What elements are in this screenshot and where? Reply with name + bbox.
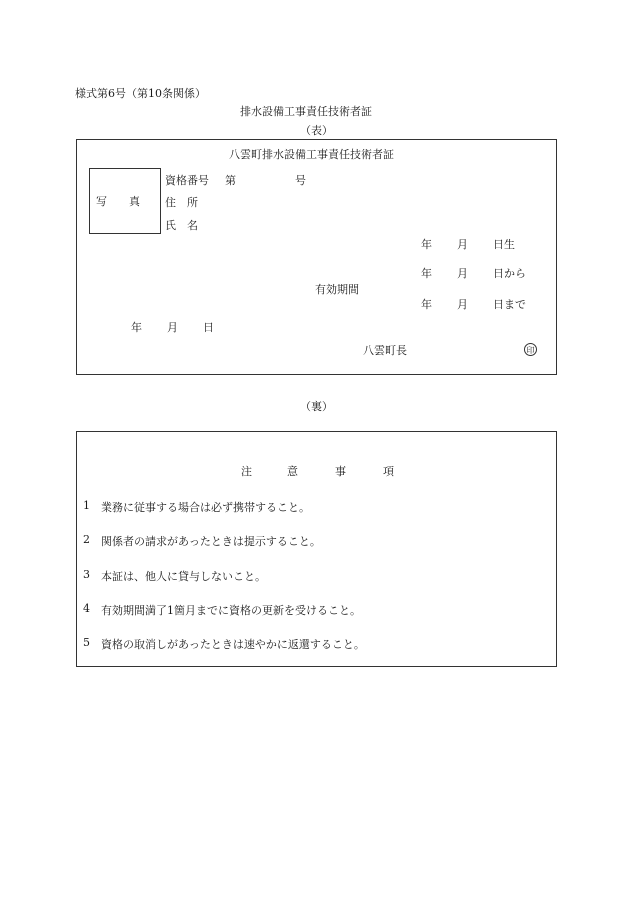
note-text: 資格の取消しがあったときは速やかに返還すること。 bbox=[101, 638, 365, 651]
note-number: 2 bbox=[83, 533, 90, 546]
document-title: 排水設備工事責任技術者証 bbox=[240, 105, 372, 118]
back-label: （裏） bbox=[300, 400, 333, 413]
issuer-name: 八雲町長 bbox=[363, 344, 407, 357]
birth-month: 月 bbox=[457, 238, 468, 251]
note-number: 1 bbox=[83, 499, 90, 512]
note-text: 本証は、他人に貸与しないこと。 bbox=[101, 570, 266, 583]
note-text: 有効期間満了1箇月までに資格の更新を受けること。 bbox=[101, 604, 361, 617]
note-text: 業務に従事する場合は必ず携帯すること。 bbox=[101, 501, 310, 514]
note-number: 4 bbox=[83, 602, 90, 615]
valid-to-month: 月 bbox=[457, 298, 468, 311]
number-suffix: 号 bbox=[295, 174, 306, 187]
address-label: 住 所 bbox=[165, 196, 198, 209]
validity-period-label: 有効期間 bbox=[315, 283, 359, 296]
issue-day: 日 bbox=[203, 321, 214, 334]
photo-box bbox=[89, 168, 161, 234]
photo-label: 写 真 bbox=[96, 195, 140, 208]
form-number: 様式第6号（第10条関係） bbox=[75, 87, 206, 100]
issue-year: 年 bbox=[131, 321, 142, 334]
card-title: 八雲町排水設備工事責任技術者証 bbox=[229, 148, 394, 161]
notes-heading-1: 注 bbox=[241, 465, 252, 478]
front-label: （表） bbox=[300, 124, 333, 137]
valid-from-day-suffix: 日から bbox=[493, 267, 526, 280]
valid-to-year: 年 bbox=[421, 298, 432, 311]
note-number: 3 bbox=[83, 568, 90, 581]
back-card bbox=[76, 431, 557, 667]
birth-day-suffix: 日生 bbox=[493, 238, 515, 251]
seal-icon: 印 bbox=[524, 343, 537, 356]
birth-year: 年 bbox=[421, 238, 432, 251]
valid-from-year: 年 bbox=[421, 267, 432, 280]
number-prefix: 第 bbox=[225, 174, 236, 187]
notes-heading-3: 事 bbox=[335, 465, 346, 478]
name-label: 氏 名 bbox=[165, 219, 198, 232]
issue-month: 月 bbox=[167, 321, 178, 334]
qualification-number-label: 資格番号 bbox=[165, 174, 209, 187]
notes-heading-4: 項 bbox=[383, 465, 394, 478]
front-card bbox=[76, 139, 557, 375]
note-text: 関係者の請求があったときは提示すること。 bbox=[101, 535, 321, 548]
note-number: 5 bbox=[83, 636, 90, 649]
valid-from-month: 月 bbox=[457, 267, 468, 280]
valid-to-day-suffix: 日まで bbox=[493, 298, 526, 311]
notes-heading-2: 意 bbox=[287, 465, 298, 478]
